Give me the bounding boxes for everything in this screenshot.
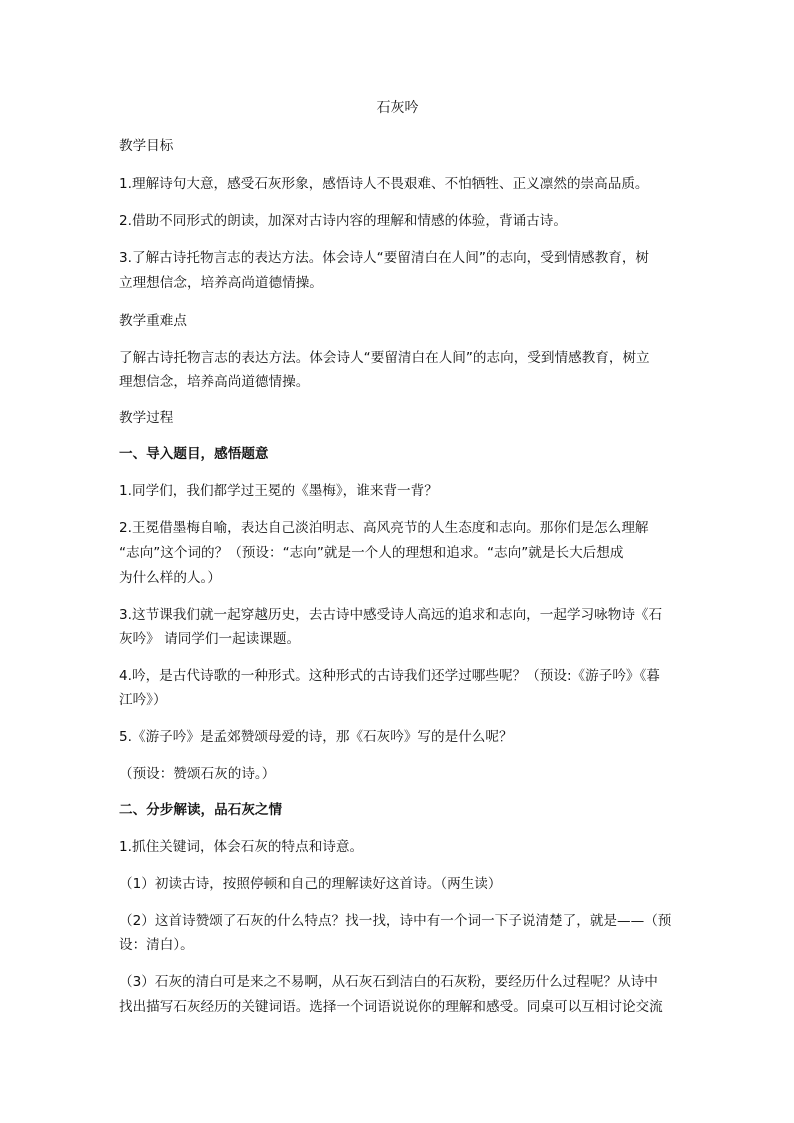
section-heading-teaching-process: 教学过程 bbox=[119, 410, 174, 426]
part-2-subitem-3-line-1: （3）石灰的清白可是来之不易啊，从石灰石到洁白的石灰粉，要经历什么过程呢？从诗中 bbox=[119, 974, 658, 990]
process-item-4-line-1: 4.吟，是古代诗歌的一种形式。这种形式的古诗我们还学过哪些呢？（预设:《游子吟》《暮 bbox=[119, 668, 660, 684]
goal-item-1: 1.理解诗句大意，感受石灰形象，感悟诗人不畏艰难、不怕牺牲、正义凛然的崇高品质。 bbox=[119, 176, 649, 192]
process-item-4-line-2: 江吟》） bbox=[119, 692, 167, 708]
subheading-part-2: 二、分步解读，品石灰之情 bbox=[119, 802, 283, 818]
part-2-subitem-1: （1）初读古诗，按照停顿和自己的理解读好这首诗。（两生读） bbox=[119, 876, 502, 892]
part-2-item-1: 1.抓住关键词，体会石灰的特点和诗意。 bbox=[119, 839, 364, 855]
process-item-1: 1.同学们，我们都学过王冕的《墨梅》，谁来背一背？ bbox=[119, 483, 438, 499]
process-item-3-line-2: 灰吟》 请同学们一起读课题。 bbox=[119, 631, 301, 647]
goal-item-2: 2.借助不同形式的朗读，加深对古诗内容的理解和情感的体验，背诵古诗。 bbox=[119, 213, 567, 229]
section-heading-key-points: 教学重难点 bbox=[119, 313, 187, 329]
goal-item-3-line-2: 立理想信念，培养高尚道德情操。 bbox=[119, 275, 323, 291]
part-2-subitem-3-line-2: 找出描写石灰经历的关键词语。选择一个词语说说你的理解和感受。同桌可以互相讨论交流 bbox=[119, 999, 663, 1015]
process-item-2-line-3: 为什么样的人。） bbox=[119, 570, 221, 586]
part-2-subitem-2-line-2: 设：清白）。 bbox=[119, 937, 194, 953]
key-points-line-2: 理想信念，培养高尚道德情操。 bbox=[119, 374, 310, 390]
process-item-2-line-2: “志向”这个词的？（预设：“志向”就是一个人的理想和追求。“志向”就是长大后想成 bbox=[119, 545, 624, 561]
process-item-2-line-1: 2.王冕借墨梅自喻，表达自己淡泊明志、高风亮节的人生态度和志向。那你们是怎么理解 bbox=[119, 520, 649, 536]
goal-item-3-line-1: 3.了解古诗托物言志的表达方法。体会诗人“要留清白在人间”的志向，受到情感教育，树 bbox=[119, 250, 650, 266]
part-2-subitem-2-line-1: （2）这首诗赞颂了石灰的什么特点？找一找，诗中有一个词一下子说清楚了，就是——（预 bbox=[119, 913, 672, 929]
key-points-line-1: 了解古诗托物言志的表达方法。体会诗人“要留清白在人间”的志向，受到情感教育，树立 bbox=[119, 350, 650, 366]
process-item-5: 5.《游子吟》是孟郊赞颂母爱的诗，那《石灰吟》写的是什么呢？ bbox=[119, 729, 513, 745]
subheading-part-1: 一、导入题目，感悟题意 bbox=[119, 446, 269, 462]
document-title: 石灰吟 bbox=[376, 100, 419, 116]
section-heading-teaching-goals: 教学目标 bbox=[119, 138, 174, 154]
process-item-3-line-1: 3.这节课我们就一起穿越历史，去古诗中感受诗人高远的追求和志向，一起学习咏物诗《石 bbox=[119, 607, 663, 623]
process-item-5-preset: （预设：赞颂石灰的诗。） bbox=[119, 766, 276, 782]
